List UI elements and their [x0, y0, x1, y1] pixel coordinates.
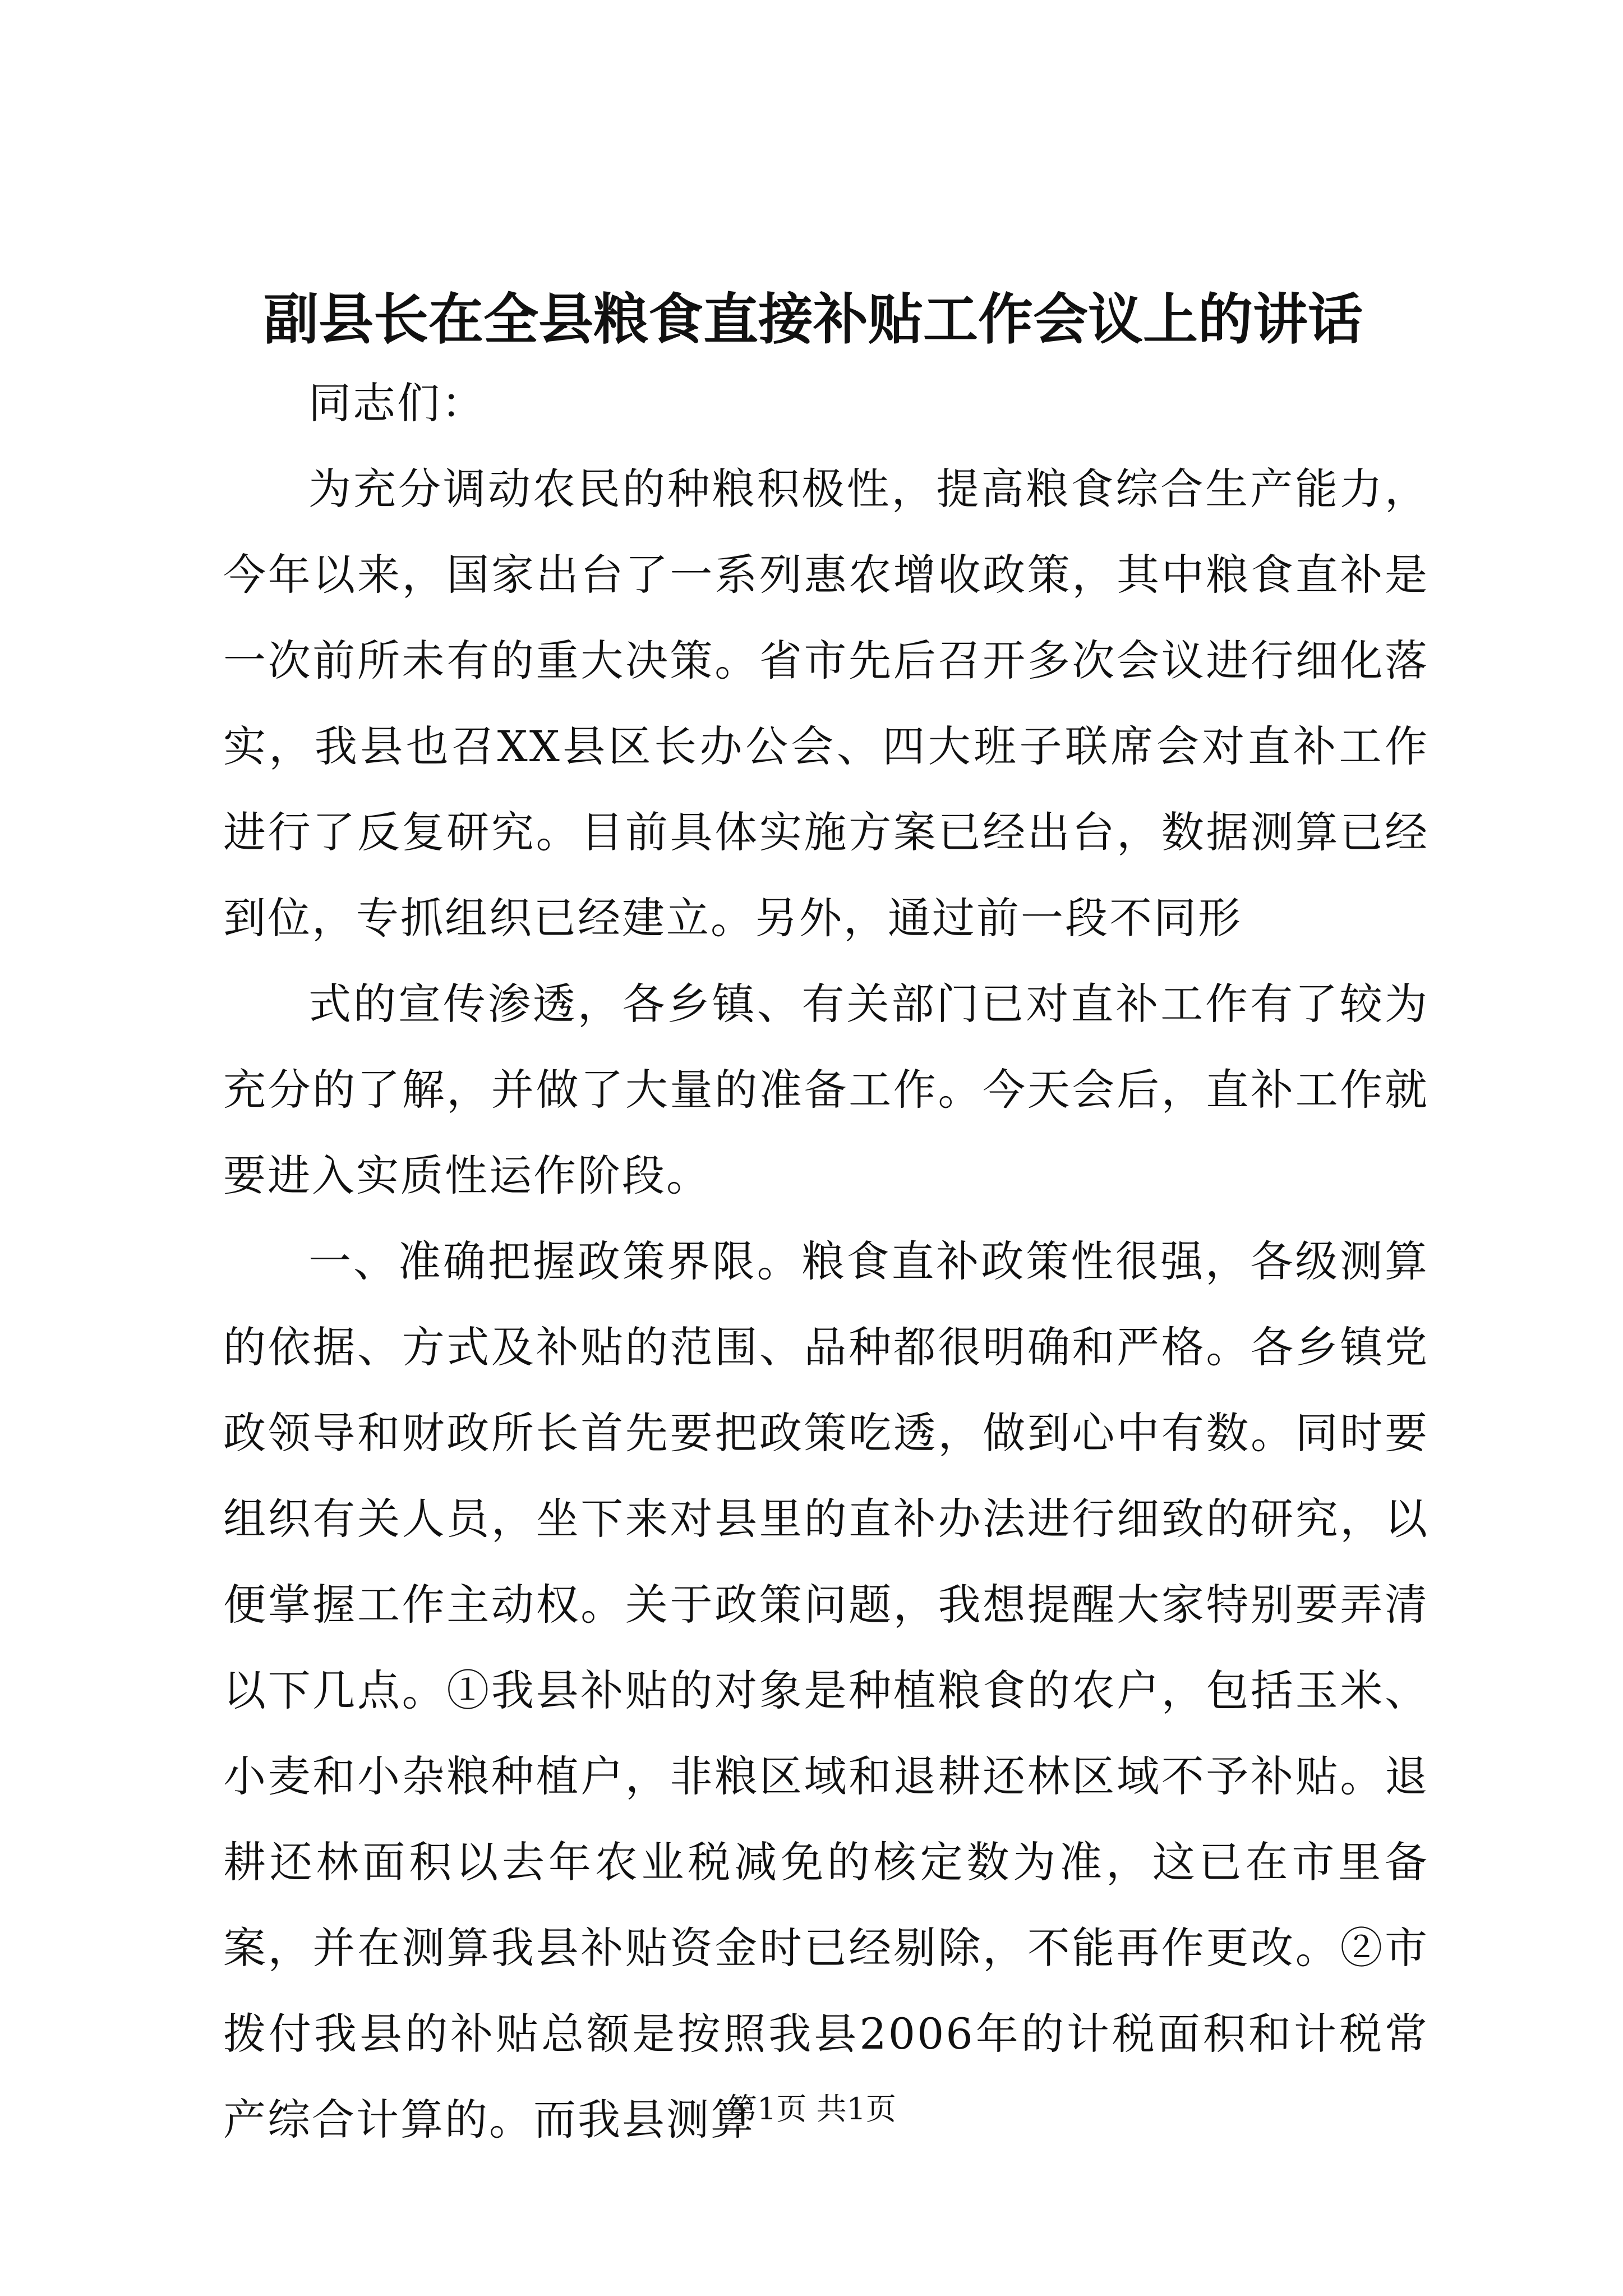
document-title: 副县长在全县粮食直接补贴工作会议上的讲话	[263, 287, 1363, 352]
document-body	[223, 360, 1429, 2162]
body-paragraph: 式的宣传渗透，各乡镇、有关部门已对直补工作有了较为充分的了解，并做了大量的准备工作。今天会后，直补工作就要进入实质性运作阶段。	[223, 979, 1429, 1200]
salutation-paragraph: 同志们：	[308, 378, 486, 428]
page-footer: 第1页 共1页	[727, 2091, 896, 2127]
body-paragraph: 一、准确把握政策界限。粮食直补政策性很强，各级测算的依据、方式及补贴的范围、品种都很明确和严格。各乡镇党政领导和财政所长首先要把政策吃透，做到心中有数。同时要组织有关人员，坐下来对县里的直补办法进行细致的研究，以便掌握工作主动权。关于政策问题，我想提醒大家特别要弄清以下几点。①我县补贴的对象是种植粮食的农户，包括玉米、小麦和小杂粮种植户，非粮区域和退耕还林区域不予补贴。退耕还林面积以去年农业税减免的核定数为准，这已在市里备案，并在测算我县补贴资金时已经剔除，不能再作更改。②市拨付我县的补贴总额是按照我县2006年的计税面积和计税常产综合计算的。而我县测算	[223, 1236, 1429, 2145]
body-paragraph: 为充分调动农民的种粮积极性，提高粮食综合生产能力，今年以来，国家出台了一系列惠农增收政策，其中粮食直补是一次前所未有的重大决策。省市先后召开多次会议进行细化落实，我县也召XX县区长办公会、四大班子联席会对直补工作进行了反复研究。目前具体实施方案已经出台，数据测算已经到位，专抓组织已经建立。另外，通过前一段不同形	[223, 464, 1429, 943]
